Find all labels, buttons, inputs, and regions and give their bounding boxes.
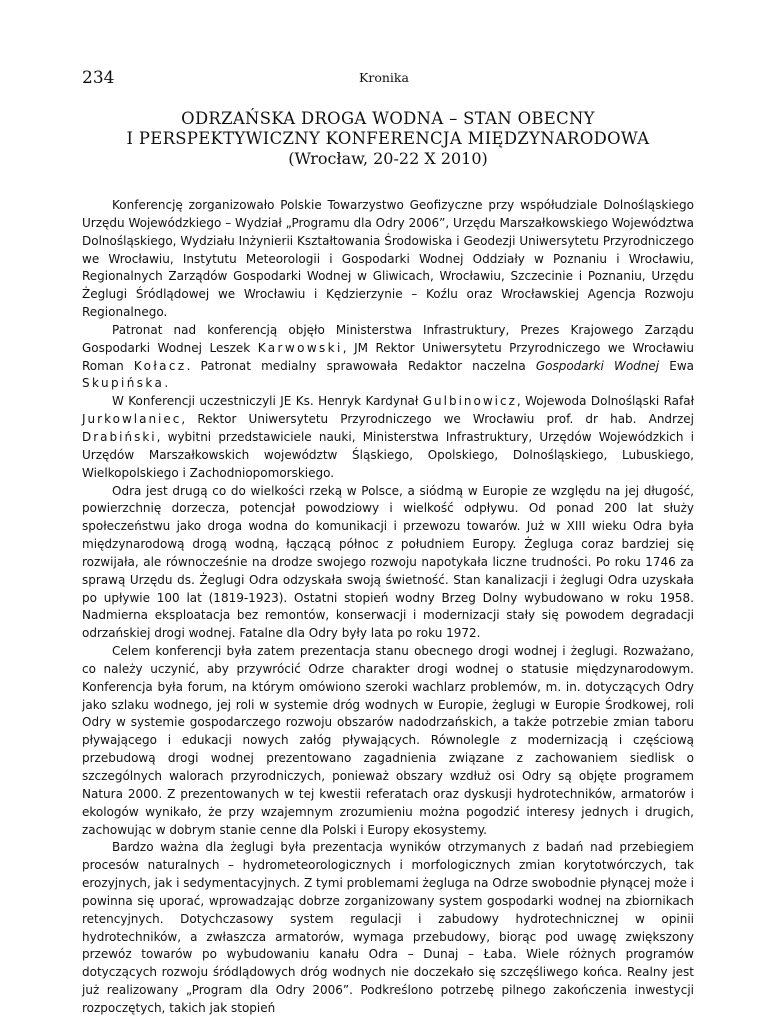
person-name: Jurkowlaniec — [82, 412, 182, 427]
text-span: , Rektor Uniwersytetu Przyrodniczego we Wrocławiu prof. dr hab. Andrzej — [181, 412, 694, 427]
title-line-1: ODRZAŃSKA DROGA WODNA – STAN OBECNY — [181, 109, 595, 128]
journal-name: Gospodarki Wodnej — [535, 358, 660, 373]
paragraph-participants — [82, 393, 694, 482]
text-span: Patronat nad konferencją objęło Ministerstwa Infrastruktury, Prezes Krajowego Zarządu Gospodarki Wodnej Leszek — [82, 322, 694, 355]
title-line-2: I PERSPEKTYWICZNY KONFERENCJA MIĘDZYNARODOWA — [126, 129, 650, 148]
person-name: Kołacz — [133, 358, 187, 373]
text-span: Ewa — [659, 358, 694, 373]
title-subtitle: (Wrocław, 20-22 X 2010) — [288, 149, 488, 168]
person-name: Gulbinowicz — [422, 394, 517, 409]
text-span: , wybitni przedstawiciele nauki, Ministerstwa Infrastruktury, Urzędów Wojewódzkich i Urzędów Marszałkowskich województw Śląskiego, Opolskiego, Dolnośląskiego, Lubuskiego, Wielkopolskiego i Zachodniopomorskiego. — [82, 429, 694, 480]
article-body — [82, 197, 694, 1018]
text-span: , JM Rektor Uniwersytetu Przyrodniczego we Wrocławiu Roman — [82, 340, 694, 373]
page-number: 234 — [82, 68, 115, 88]
running-head: Kronika — [359, 70, 409, 85]
paragraph-odra-history: Odra jest drugą co do wielkości rzeką w Polsce, a siódmą w Europie ze względu na jej długość, powierzchnię dorzecza, potencjał powodziowy i wielkość odpływu. Od ponad 200 lat służy społeczeństwu jako droga wodna do komunikacji i przewozu towarów. Już w XIII wieku Odra była międzynarodową drogą wodną, łączącą północ z południem Europy. Żegluga coraz bardziej się rozwijała, ale równocześnie na drodze swojego rozwoju napotykała liczne trudności. Po roku 1746 za sprawą Urzędu ds. Żeglugi Odra odzyskała swoją świetność. Stan kanalizacji i żeglugi Odra uzyskała po upływie 100 lat (1819-1923). Ostatni stopień wodny Brzeg Dolny wybudowano w roku 1958. Nadmierna eksploatacja bez remontów, konserwacji i modernizacji stały się powodem degradacji odrzańskiej drogi wodnej. Fatalne dla Odry były lata po roku 1972. — [82, 483, 694, 641]
article-title — [82, 109, 694, 169]
text-span: . Patronat medialny sprawowała Redaktor naczelna — [186, 358, 536, 373]
person-name: Karwowski — [257, 340, 343, 355]
text-span: , Wojewoda Dolnośląski Rafał — [516, 394, 695, 409]
text-span: W Konferencji uczestniczyli JE Ks. Henryk Kardynał — [112, 394, 423, 409]
person-name: Skupińska — [82, 376, 165, 391]
paragraph-organizers: Konferencję zorganizowało Polskie Towarzystwo Geofizyczne przy współudziale Dolnośląskiego Urzędu Wojewódzkiego – Wydział „Programu dla Odry 2006”, Urzędu Marszałkowskiego Województwa Dolnośląskiego, Wydziału Inżynierii Kształtowania Środowiska i Geodezji Uniwersytetu Przyrodniczego we Wrocławiu, Instytutu Meteorologii i Gospodarki Wodnej Oddziały w Poznaniu i Wrocławiu, Regionalnych Zarządów Gospodarki Wodnej w Gliwicach, Wrocławiu, Szczecinie i Poznaniu, Urzędu Żeglugi Śródlądowej we Wrocławiu i Kędzierzynie – Koźlu oraz Wrocławskiej Agencja Rozwoju Regionalnego. — [82, 198, 694, 320]
paragraph-patronage — [82, 322, 694, 393]
person-name: Drabiński — [82, 429, 157, 444]
text-span: . — [164, 376, 169, 391]
paragraph-conference-goal: Celem konferencji była zatem prezentacja stanu obecnego drogi wodnej i żeglugi. Rozważano, co należy uczynić, aby przywrócić Odrze charakter drogi wodnej o statusie międzynarodowym. Konferencja była forum, na którym omówiono szeroki wachlarz problemów, m. in. dotyczących Odry jako szlaku wodnego, jej roli w systemie dróg wodnych w Europie, żeglugi w Europie Środkowej, roli Odry w systemie gospodarczego rozwoju obszarów nadodrzańskich, a także potrzebie zmian taboru pływającego i edukacji nowych załóg pływających. Równolegle z modernizacją i częściową przebudową drogi wodnej prezentowano zagadnienia związane z zachowaniem siedlisk o szczególnych walorach przyrodniczych, ponieważ obszary wzdłuż osi Odry są objęte programem Natura 2000. Z prezentowanych w tej kwestii referatach oraz dyskusji hydrotechników, armatorów i ekologów wynikało, że przy wzajemnym zrozumieniu można pogodzić interesy jednych i drugich, zachowując w dobrym stanie cenne dla Polski i Europy ekosystemy. — [82, 644, 694, 837]
paragraph-research-results: Bardzo ważna dla żeglugi była prezentacja wyników otrzymanych z badań nad przebiegiem procesów naturalnych – hydrometeorologicznych i morfologicznych zmian korytotwórczych, tak erozyjnych, jak i sedymentacyjnych. Z tymi problemami żegluga na Odrze swobodnie płynącej może i powinna się uporać, wprowadzając dobrze zorganizowany system gospodarki wodnej na zbiornikach retencyjnych. Dotychczasowy system regulacji i zabudowy hydrotechnicznej w opinii hydrotechników, a zwłaszcza armatorów, wymaga przebudowy, biorąc pod uwagę zwiększony przewóz towarów po wybudowaniu kanału Odra – Dunaj – Łaba. Wiele różnych programów dotyczących rozwoju śródlądowych dróg wodnych nie doczekało się szczęśliwego końca. Realny jest już realizowany „Program dla Odry 2006”. Podkreślono potrzebę pilnego zakończenia inwestycji rozpoczętych, takich jak stopień — [82, 840, 694, 1015]
